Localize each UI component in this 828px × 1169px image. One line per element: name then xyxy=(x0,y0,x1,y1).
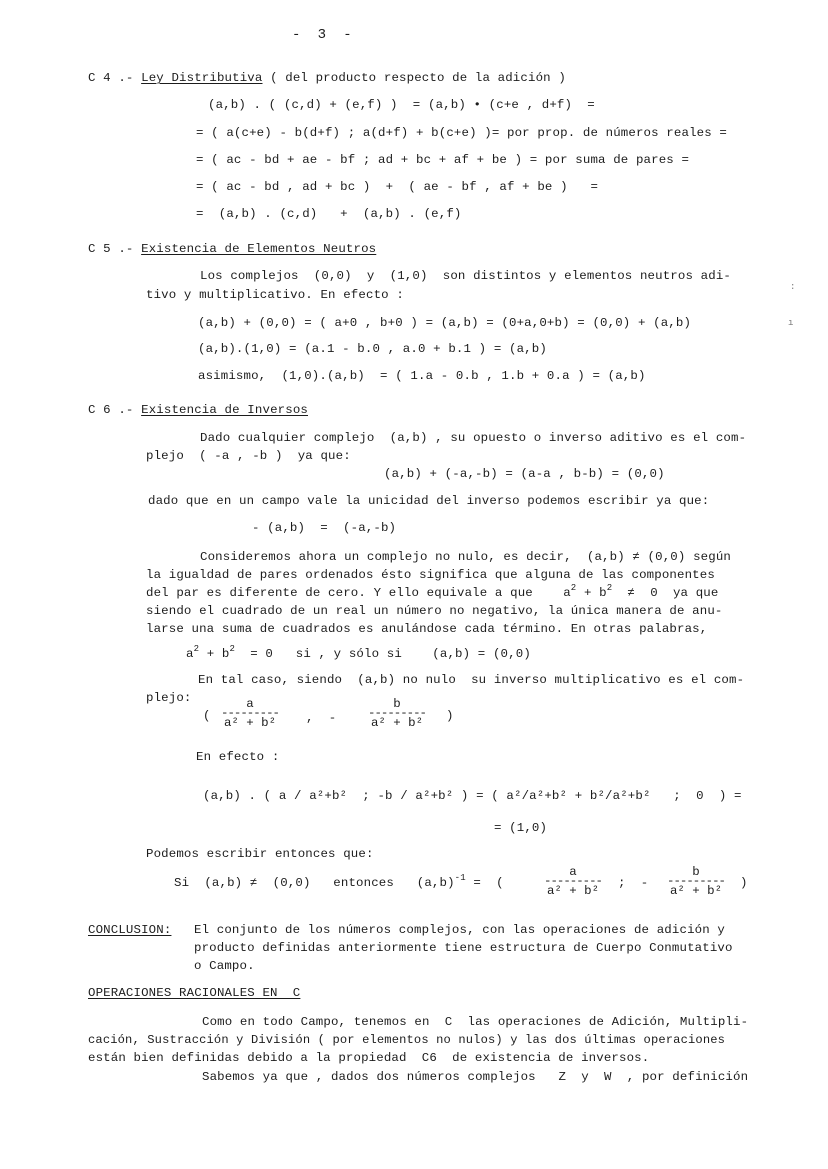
conclusion-label: CONCLUSION: xyxy=(88,923,172,937)
conclusion-line-3: o Campo. xyxy=(194,959,255,973)
fraction-a-over-sum-2 xyxy=(533,866,613,898)
section-c4-subtitle: ( del producto respecto de la adición ) xyxy=(262,71,566,85)
paren-close-2: ) xyxy=(740,876,748,890)
c6-p1-line-1: Dado cualquier complejo (a,b) , su opuesto o inverso aditivo es el com- xyxy=(200,431,747,445)
margin-mark: : xyxy=(790,282,796,292)
c6-p4-line-2: plejo: xyxy=(146,691,192,705)
denominator: a² + b² xyxy=(370,716,424,731)
c6-p1-eq: (a,b) + (-a,-b) = (a-a , b-b) = (0,0) xyxy=(384,467,665,481)
c5-eq-1: (a,b) + (0,0) = ( a+0 , b+0 ) = (a,b) = (0+a,0+b) = (0,0) + (a,b) xyxy=(198,316,692,330)
section-c6-heading xyxy=(88,404,308,416)
c6-p2-eq: - (a,b) = (-a,-b) xyxy=(252,521,397,535)
operaciones-line-3: están bien definidas debido a la propiedad C6 de existencia de inversos. xyxy=(88,1051,650,1065)
section-c5-title: Existencia de Elementos Neutros xyxy=(141,242,377,256)
c4-line-2: = ( a(c+e) - b(d+f) ; a(d+f) + b(c+e) )= por prop. de números reales = xyxy=(196,126,727,140)
section-c4-title: Ley Distributiva xyxy=(141,71,263,85)
text: del par es diferente de cero. Y ello equivale a que a xyxy=(146,586,571,600)
text: + b xyxy=(576,586,607,600)
margin-mark: ı xyxy=(788,318,794,328)
numerator: a xyxy=(569,865,577,879)
conclusion-line-1: El conjunto de los números complejos, con las operaciones de adición y xyxy=(194,923,725,937)
exponent: 2 xyxy=(193,644,200,654)
exponent: 2 xyxy=(606,583,613,593)
conclusion-line-2: producto definidas anteriormente tiene estructura de Cuerpo Conmutativo xyxy=(194,941,733,955)
c4-line-5: = (a,b) . (c,d) + (a,b) . (e,f) xyxy=(196,207,462,221)
c6-p3-line-2: la igualdad de pares ordenados ésto significa que alguna de las componentes xyxy=(146,568,715,582)
paren-open: ( xyxy=(203,709,211,723)
text: Si (a,b) ≠ (0,0) entonces (a,b) xyxy=(174,876,455,890)
text: a xyxy=(186,647,194,661)
numerator: a xyxy=(246,697,254,711)
c5-para-line-1: Los complejos (0,0) y (1,0) son distintos y elementos neutros adi- xyxy=(200,269,731,283)
exponent: 2 xyxy=(229,644,236,654)
c6-p2: dado que en un campo vale la unicidad del inverso podemos escribir ya que: xyxy=(148,494,710,508)
operaciones-title: OPERACIONES RACIONALES EN C xyxy=(88,986,301,1000)
c4-line-3: = ( ac - bd + ae - bf ; ad + bc + af + be ) = por suma de pares = xyxy=(196,153,690,167)
c4-line-1: (a,b) . ( (c,d) + (e,f) ) = (a,b) • (c+e , d+f) = xyxy=(208,98,595,112)
operaciones-line-1: Como en todo Campo, tenemos en C las operaciones de Adición, Multipli- xyxy=(202,1015,749,1029)
podemos-escribir: Podemos escribir entonces que: xyxy=(146,847,374,861)
semicolon-minus: ; - xyxy=(618,876,649,890)
fraction-b-over-sum xyxy=(357,698,437,730)
product-result: = (1,0) xyxy=(494,821,548,835)
fraction-a-over-sum xyxy=(212,698,288,730)
text: = ( xyxy=(465,876,504,890)
text: = 0 si , y sólo si (a,b) = (0,0) xyxy=(235,647,531,661)
denominator: a² + b² xyxy=(223,716,277,731)
numerator: b xyxy=(393,697,401,711)
c6-p3-line-1: Consideremos ahora un complejo no nulo, es decir, (a,b) ≠ (0,0) según xyxy=(200,550,731,564)
c6-p3-eq xyxy=(186,644,531,661)
section-c4-heading xyxy=(88,72,566,84)
comma-minus: , - xyxy=(306,711,337,725)
c5-para-line-2: tivo y multiplicativo. En efecto : xyxy=(146,288,404,302)
c6-p1-line-2: plejo ( -a , -b ) ya que: xyxy=(146,449,351,463)
numerator: b xyxy=(692,865,700,879)
section-c5-label: C 5 .- xyxy=(88,242,134,256)
denominator: a² + b² xyxy=(546,884,600,899)
text: + b xyxy=(199,647,230,661)
c6-p3-line-5: larse una suma de cuadrados es anulándose cada término. En otras palabras, xyxy=(146,622,708,636)
inverse-formula xyxy=(174,873,504,890)
c6-p3-line-4: siendo el cuadrado de un real un número no negativo, la única manera de anu- xyxy=(146,604,723,618)
c6-p3-line-3 xyxy=(146,583,719,600)
operaciones-line-2: cación, Sustracción y División ( por elementos no nulos) y las dos últimas operaciones xyxy=(88,1033,726,1047)
section-c6-label: C 6 .- xyxy=(88,403,134,417)
denominator: a² + b² xyxy=(669,884,723,899)
section-c6-title: Existencia de Inversos xyxy=(141,403,308,417)
exponent: 2 xyxy=(570,583,577,593)
text: ≠ 0 ya que xyxy=(612,586,719,600)
section-c4-label: C 4 .- xyxy=(88,71,134,85)
c5-eq-3: asimismo, (1,0).(a,b) = ( 1.a - 0.b , 1.b + 0.a ) = (a,b) xyxy=(198,369,646,383)
page-number: - 3 - xyxy=(292,27,352,43)
exponent: -1 xyxy=(454,873,466,883)
fraction-b-over-sum-2 xyxy=(656,866,736,898)
product-equation: (a,b) . ( a / a²+b² ; -b / a²+b² ) = ( a²/a²+b² + b²/a²+b² ; 0 ) = xyxy=(203,789,742,803)
c5-eq-2: (a,b).(1,0) = (a.1 - b.0 , a.0 + b.1 ) = (a,b) xyxy=(198,342,547,356)
paren-close: ) xyxy=(446,709,454,723)
section-c5-heading xyxy=(88,243,376,255)
c4-line-4: = ( ac - bd , ad + bc ) + ( ae - bf , af + be ) = xyxy=(196,180,599,194)
c6-p4-line-1: En tal caso, siendo (a,b) no nulo su inverso multiplicativo es el com- xyxy=(198,673,745,687)
operaciones-line-4: Sabemos ya que , dados dos números complejos Z y W , por definición xyxy=(202,1070,749,1084)
en-efecto: En efecto : xyxy=(196,750,280,764)
